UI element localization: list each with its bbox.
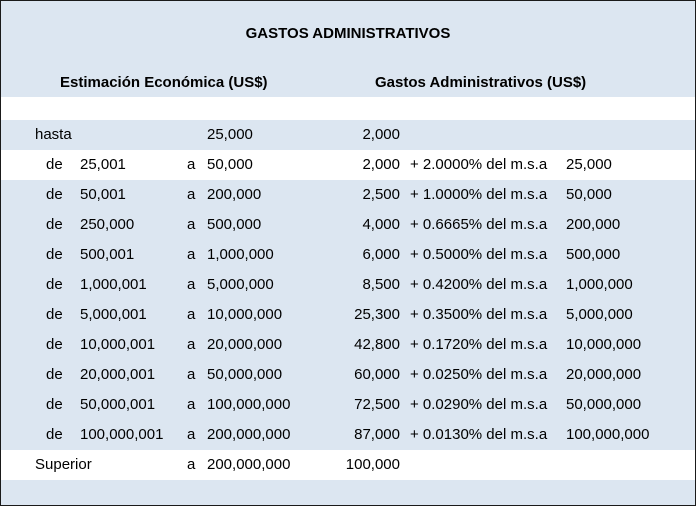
table-row: [1, 270, 695, 300]
row-percentage: + 0.3500% del m.s.a: [410, 306, 548, 323]
row-to-amount: 50,000: [207, 156, 253, 173]
row-prefix: de: [46, 336, 63, 353]
row-percentage: + 1.0000% del m.s.a: [410, 186, 548, 203]
row-percentage: + 0.0290% del m.s.a: [410, 396, 548, 413]
row-percentage: + 0.0130% del m.s.a: [410, 426, 548, 443]
row-from-amount: 5,000,001: [80, 306, 147, 323]
footer-band: [1, 480, 695, 505]
row-from-amount: 50,000,001: [80, 396, 156, 413]
row-from-amount: 10,000,001: [80, 336, 156, 353]
row-from-amount: 20,000,001: [80, 366, 156, 383]
row-base-cost: 4,000: [362, 216, 400, 233]
row-from-amount: 500,001: [80, 246, 135, 263]
table-title: GASTOS ADMINISTRATIVOS: [245, 25, 451, 42]
row-prefix: de: [46, 156, 63, 173]
row-from-amount: 100,000,001: [80, 426, 164, 443]
row-percentage: + 0.0250% del m.s.a: [410, 366, 548, 383]
row-percentage: + 2.0000% del m.s.a: [410, 156, 548, 173]
row-to-amount: 200,000,000: [207, 426, 291, 443]
row-to-amount: 25,000: [207, 126, 253, 143]
row-to-amount: 200,000,000: [207, 456, 291, 473]
row-percentage: + 0.6665% del m.s.a: [410, 216, 548, 233]
row-separator: a: [187, 276, 196, 293]
table-row: [1, 120, 695, 150]
row-from-amount: 50,001: [80, 186, 126, 203]
row-prefix: de: [46, 276, 63, 293]
row-excess-over: 100,000,000: [566, 426, 650, 443]
row-separator: a: [187, 396, 196, 413]
header-estimation: Estimación Económica (US$): [60, 74, 268, 91]
table-row: [1, 180, 695, 210]
spacer-row: [1, 97, 695, 120]
table-row: [1, 360, 695, 390]
row-from-amount: 1,000,001: [80, 276, 147, 293]
row-base-cost: 25,300: [354, 306, 400, 323]
table-row: [1, 420, 695, 450]
row-base-cost: 42,800: [354, 336, 400, 353]
table-row: [1, 390, 695, 420]
row-base-cost: 72,500: [354, 396, 400, 413]
row-to-amount: 100,000,000: [207, 396, 291, 413]
header-admin-costs: Gastos Administrativos (US$): [375, 74, 587, 91]
row-percentage: + 0.1720% del m.s.a: [410, 336, 548, 353]
row-base-cost: 100,000: [345, 456, 400, 473]
row-separator: a: [187, 426, 196, 443]
row-from-amount: 25,001: [80, 156, 126, 173]
row-prefix: de: [46, 246, 63, 263]
row-excess-over: 200,000: [566, 216, 621, 233]
row-base-cost: 2,000: [362, 156, 400, 173]
row-to-amount: 1,000,000: [207, 246, 274, 263]
row-separator: a: [187, 186, 196, 203]
row-excess-over: 50,000: [566, 186, 612, 203]
row-base-cost: 87,000: [354, 426, 400, 443]
row-prefix: de: [46, 306, 63, 323]
row-to-amount: 500,000: [207, 216, 262, 233]
row-prefix: de: [46, 186, 63, 203]
table-row: [1, 240, 695, 270]
row-base-cost: 2,500: [362, 186, 400, 203]
row-base-cost: 6,000: [362, 246, 400, 263]
row-separator: a: [187, 156, 196, 173]
row-prefix: hasta: [35, 126, 72, 143]
row-to-amount: 10,000,000: [207, 306, 283, 323]
row-prefix: Superior: [35, 456, 92, 473]
row-excess-over: 10,000,000: [566, 336, 642, 353]
row-prefix: de: [46, 366, 63, 383]
row-excess-over: 500,000: [566, 246, 621, 263]
row-separator: a: [187, 366, 196, 383]
row-percentage: + 0.5000% del m.s.a: [410, 246, 548, 263]
row-base-cost: 2,000: [362, 126, 400, 143]
row-excess-over: 25,000: [566, 156, 612, 173]
row-separator: a: [187, 216, 196, 233]
row-separator: a: [187, 336, 196, 353]
row-excess-over: 5,000,000: [566, 306, 633, 323]
row-from-amount: 250,000: [80, 216, 135, 233]
row-separator: a: [187, 456, 196, 473]
table-row: [1, 210, 695, 240]
row-base-cost: 8,500: [362, 276, 400, 293]
row-separator: a: [187, 306, 196, 323]
table-row: [1, 150, 695, 180]
row-base-cost: 60,000: [354, 366, 400, 383]
row-prefix: de: [46, 396, 63, 413]
row-to-amount: 200,000: [207, 186, 262, 203]
row-excess-over: 20,000,000: [566, 366, 642, 383]
table-row: [1, 330, 695, 360]
row-prefix: de: [46, 426, 63, 443]
table-row: [1, 300, 695, 330]
row-separator: a: [187, 246, 196, 263]
row-excess-over: 50,000,000: [566, 396, 642, 413]
row-to-amount: 5,000,000: [207, 276, 274, 293]
row-prefix: de: [46, 216, 63, 233]
row-percentage: + 0.4200% del m.s.a: [410, 276, 548, 293]
row-to-amount: 50,000,000: [207, 366, 283, 383]
table-row: [1, 450, 695, 480]
row-to-amount: 20,000,000: [207, 336, 283, 353]
row-excess-over: 1,000,000: [566, 276, 633, 293]
